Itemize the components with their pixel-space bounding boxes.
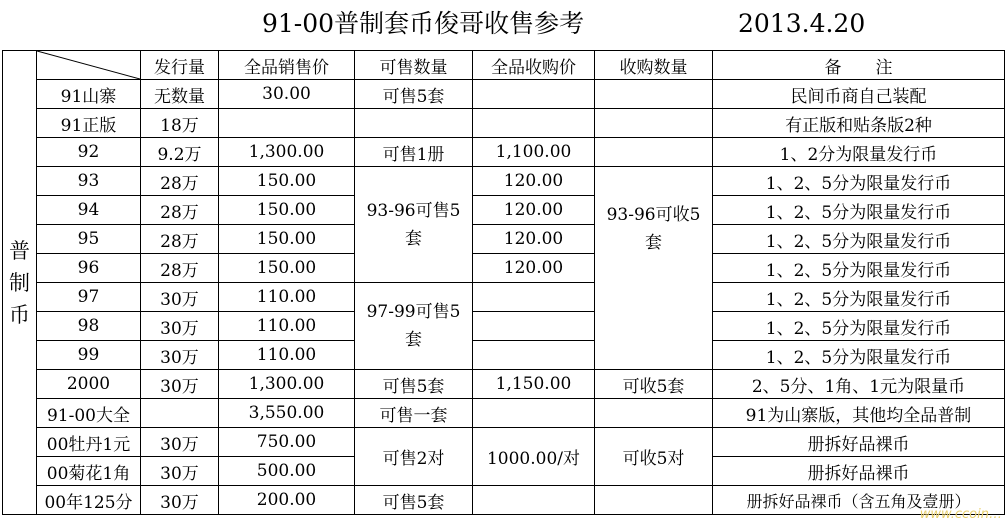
table-row bbox=[3, 486, 1005, 515]
header-note: 备 注 bbox=[713, 51, 1005, 80]
row-name: 91山寨 bbox=[37, 80, 141, 109]
row-buyqty bbox=[595, 80, 713, 109]
header-row bbox=[3, 51, 1005, 80]
table-row bbox=[3, 138, 1005, 167]
row-name: 97 bbox=[37, 283, 141, 312]
table-row bbox=[3, 341, 1005, 370]
row-note: 1、2、5分为限量发行币 bbox=[713, 225, 1005, 254]
row-note: 册拆好品裸币 bbox=[713, 428, 1005, 457]
row-buy: 120.00 bbox=[473, 196, 595, 225]
row-note: 1、2分为限量发行币 bbox=[713, 138, 1005, 167]
row-qty: 可售一套 bbox=[355, 399, 473, 428]
row-issue: 28万 bbox=[141, 167, 219, 196]
row-sell: 500.00 bbox=[219, 457, 355, 486]
row-buy bbox=[473, 283, 595, 312]
row-buy: 120.00 bbox=[473, 254, 595, 283]
row-buy bbox=[473, 80, 595, 109]
row-issue: 28万 bbox=[141, 196, 219, 225]
diagonal-header-cell bbox=[37, 51, 141, 80]
row-issue: 30万 bbox=[141, 283, 219, 312]
row-issue: 18万 bbox=[141, 109, 219, 138]
row-name: 96 bbox=[37, 254, 141, 283]
header-sell-qty: 可售数量 bbox=[355, 51, 473, 80]
row-sell: 150.00 bbox=[219, 196, 355, 225]
sheet-title: 91-00普制套币俊哥收售参考 bbox=[262, 9, 585, 38]
row-name: 93 bbox=[37, 167, 141, 196]
table-row bbox=[3, 109, 1005, 138]
merged-buyqty-93-99: 93-96可收5套 bbox=[595, 167, 713, 370]
merged-buyqty-00-pair: 可收5对 bbox=[595, 428, 713, 486]
row-issue: 30万 bbox=[141, 370, 219, 399]
table-row bbox=[3, 196, 1005, 225]
row-name: 91正版 bbox=[37, 109, 141, 138]
row-sell bbox=[219, 109, 355, 138]
row-sell: 3,550.00 bbox=[219, 399, 355, 428]
row-note: 91为山寨版，其他均全品普制 bbox=[713, 399, 1005, 428]
row-note: 民间币商自己装配 bbox=[713, 80, 1005, 109]
row-buy bbox=[473, 341, 595, 370]
merged-qty-97-99: 97-99可售5套 bbox=[355, 283, 473, 370]
row-note: 有正版和贴条版2种 bbox=[713, 109, 1005, 138]
header-issue: 发行量 bbox=[141, 51, 219, 80]
row-issue: 28万 bbox=[141, 225, 219, 254]
row-sell: 1,300.00 bbox=[219, 138, 355, 167]
row-name: 92 bbox=[37, 138, 141, 167]
row-note: 2、5分、1角、1元为限量币 bbox=[713, 370, 1005, 399]
row-issue: 30万 bbox=[141, 312, 219, 341]
row-buy bbox=[473, 486, 595, 515]
row-issue: 30万 bbox=[141, 341, 219, 370]
row-sell: 750.00 bbox=[219, 428, 355, 457]
row-sell: 150.00 bbox=[219, 167, 355, 196]
row-sell: 1,300.00 bbox=[219, 370, 355, 399]
header-sell-price: 全品销售价 bbox=[219, 51, 355, 80]
table-row bbox=[3, 167, 1005, 196]
row-name: 95 bbox=[37, 225, 141, 254]
row-note: 1、2、5分为限量发行币 bbox=[713, 254, 1005, 283]
watermark: www.ccoin… bbox=[919, 507, 1002, 522]
row-buyqty bbox=[595, 109, 713, 138]
row-name: 00菊花1角 bbox=[37, 457, 141, 486]
row-sell: 110.00 bbox=[219, 341, 355, 370]
header-buy-qty: 收购数量 bbox=[595, 51, 713, 80]
category-label: 普制币 bbox=[3, 51, 37, 515]
table-row bbox=[3, 80, 1005, 109]
row-note: 1、2、5分为限量发行币 bbox=[713, 167, 1005, 196]
row-buy bbox=[473, 312, 595, 341]
table-row bbox=[3, 370, 1005, 399]
row-buyqty bbox=[595, 138, 713, 167]
sheet-title-bar bbox=[0, 0, 1006, 48]
row-issue: 9.2万 bbox=[141, 138, 219, 167]
row-buy: 120.00 bbox=[473, 225, 595, 254]
row-buyqty bbox=[595, 486, 713, 515]
row-name: 2000 bbox=[37, 370, 141, 399]
row-buyqty: 可收5套 bbox=[595, 370, 713, 399]
row-buy: 1,100.00 bbox=[473, 138, 595, 167]
row-issue bbox=[141, 399, 219, 428]
row-buy: 120.00 bbox=[473, 167, 595, 196]
row-issue: 30万 bbox=[141, 428, 219, 457]
row-name: 98 bbox=[37, 312, 141, 341]
row-issue: 28万 bbox=[141, 254, 219, 283]
table-row bbox=[3, 399, 1005, 428]
row-note: 1、2、5分为限量发行币 bbox=[713, 283, 1005, 312]
row-note: 1、2、5分为限量发行币 bbox=[713, 312, 1005, 341]
row-buyqty bbox=[595, 399, 713, 428]
row-qty: 可售5套 bbox=[355, 370, 473, 399]
row-note: 1、2、5分为限量发行币 bbox=[713, 196, 1005, 225]
row-qty: 可售1册 bbox=[355, 138, 473, 167]
row-sell: 110.00 bbox=[219, 283, 355, 312]
merged-buy-00-pair: 1000.00/对 bbox=[473, 428, 595, 486]
row-name: 91-00大全 bbox=[37, 399, 141, 428]
row-note: 册拆好品裸币（含五角及壹册） bbox=[713, 486, 1005, 515]
sheet-date: 2013.4.20 bbox=[738, 9, 866, 38]
row-buy: 1,150.00 bbox=[473, 370, 595, 399]
table-row bbox=[3, 225, 1005, 254]
row-sell: 110.00 bbox=[219, 312, 355, 341]
row-qty bbox=[355, 109, 473, 138]
row-note: 1、2、5分为限量发行币 bbox=[713, 341, 1005, 370]
row-qty: 可售5套 bbox=[355, 80, 473, 109]
row-qty: 可售5套 bbox=[355, 486, 473, 515]
row-name: 00牡丹1元 bbox=[37, 428, 141, 457]
table-row bbox=[3, 254, 1005, 283]
row-sell: 150.00 bbox=[219, 254, 355, 283]
table-row bbox=[3, 428, 1005, 457]
row-buy bbox=[473, 399, 595, 428]
row-sell: 200.00 bbox=[219, 486, 355, 515]
row-sell: 150.00 bbox=[219, 225, 355, 254]
table-row bbox=[3, 312, 1005, 341]
merged-qty-00-pair: 可售2对 bbox=[355, 428, 473, 486]
row-issue: 无数量 bbox=[141, 80, 219, 109]
header-buy-price: 全品收购价 bbox=[473, 51, 595, 80]
row-issue: 30万 bbox=[141, 457, 219, 486]
price-table bbox=[2, 50, 1005, 515]
row-note: 册拆好品裸币 bbox=[713, 457, 1005, 486]
row-name: 94 bbox=[37, 196, 141, 225]
merged-qty-93-96: 93-96可售5套 bbox=[355, 167, 473, 283]
row-name: 99 bbox=[37, 341, 141, 370]
diagonal-line bbox=[37, 51, 140, 79]
row-buy bbox=[473, 109, 595, 138]
row-issue: 30万 bbox=[141, 486, 219, 515]
row-sell: 30.00 bbox=[219, 80, 355, 109]
table-row bbox=[3, 283, 1005, 312]
row-name: 00年125分 bbox=[37, 486, 141, 515]
